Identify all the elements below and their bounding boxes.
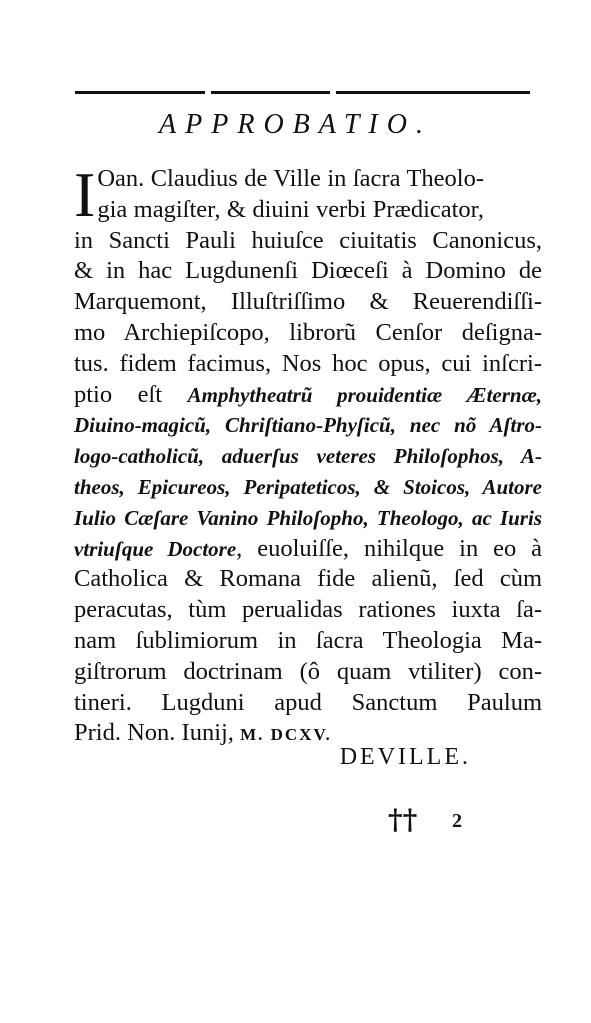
text-line [74, 256, 542, 287]
text-line [74, 626, 542, 657]
text-run: giſtrorum doctrinam (ô quam vtiliter) con- [74, 657, 542, 685]
italic-run: Diuino-magicũ, Chriſtiano-Phyſicũ, nec nõ Aſtro- [74, 413, 542, 438]
text-run: & in hac Lugdunenſi Diœceſi à Domino de [74, 257, 542, 285]
text-run: tus. fidem facimus, Nos hoc opus, cui inſcri- [74, 349, 542, 377]
text-run: ptio eſt [74, 380, 188, 408]
text-line [74, 380, 542, 411]
small-caps-run: M. DCXV. [240, 725, 332, 745]
text-run: Prid. Non. Iunij, [74, 719, 241, 747]
italic-run: Iulio Cæſare Vanino Philoſopho, Theologo, ac Iuris [74, 505, 542, 530]
text-line [74, 534, 542, 565]
text-line [74, 318, 542, 349]
italic-run: Amphytheatrũ prouidentiæ Æternæ, [187, 382, 542, 407]
rule-break [205, 89, 211, 96]
text-line [74, 410, 542, 441]
text-line [74, 564, 542, 595]
signature-mark: †† [388, 803, 418, 836]
signature-name: DEVILLE. [339, 744, 471, 770]
text-run: Catholica & Romana fide alienũ, ſed cùm [74, 565, 542, 593]
text-run: in Sancti Pauli huiuſce ciuitatis Canonicus, [74, 226, 542, 254]
text-line [74, 195, 484, 226]
text-line [74, 226, 542, 257]
text-line [74, 441, 542, 472]
italic-run: , A- [498, 444, 542, 469]
approbation-text [74, 159, 542, 749]
text-line [74, 688, 542, 719]
text-run: peracutas, tùm perualidas rationes iuxta ſa- [74, 596, 542, 624]
text-run: , euoluiſſe, nihilque in eo à [236, 534, 542, 562]
italic-run: theos, Epicureos, Peripateticos, & Stoicos, Autore [74, 474, 542, 499]
italic-run: Philoſophos [393, 444, 499, 469]
top-rule [75, 91, 530, 94]
page-heading: APPROBATIO. [159, 109, 432, 140]
signature-number: 2 [452, 810, 462, 832]
text-line [74, 287, 542, 318]
italic-run: vtriuſque Doctore [74, 536, 237, 561]
text-run: Oan. Claudius de Ville in ſacra Theolo- [97, 165, 484, 192]
text-line [74, 349, 542, 380]
text-line [74, 472, 542, 503]
text-line [74, 595, 542, 626]
text-run: tineri. Lugduni apud Sanctum Paulum [74, 688, 542, 716]
rule-break [330, 89, 336, 96]
text-line [74, 657, 542, 688]
drop-cap: I [74, 159, 96, 230]
text-line [74, 503, 542, 534]
text-run: gia magiſter, & diuini verbi Prædicator, [97, 195, 484, 223]
text-run: Marquemont, Illuſtriſſimo & Reuerendiſſi- [74, 288, 542, 316]
italic-run: logo-catholicũ, aduerſus veteres [74, 444, 394, 469]
text-line [74, 164, 484, 195]
text-run: mo Archiepiſcopo, librorũ Cenſor deſigna- [74, 318, 542, 346]
text-run: nam ſublimiorum in ſacra Theologia Ma- [74, 626, 542, 654]
text-lines [74, 159, 542, 749]
